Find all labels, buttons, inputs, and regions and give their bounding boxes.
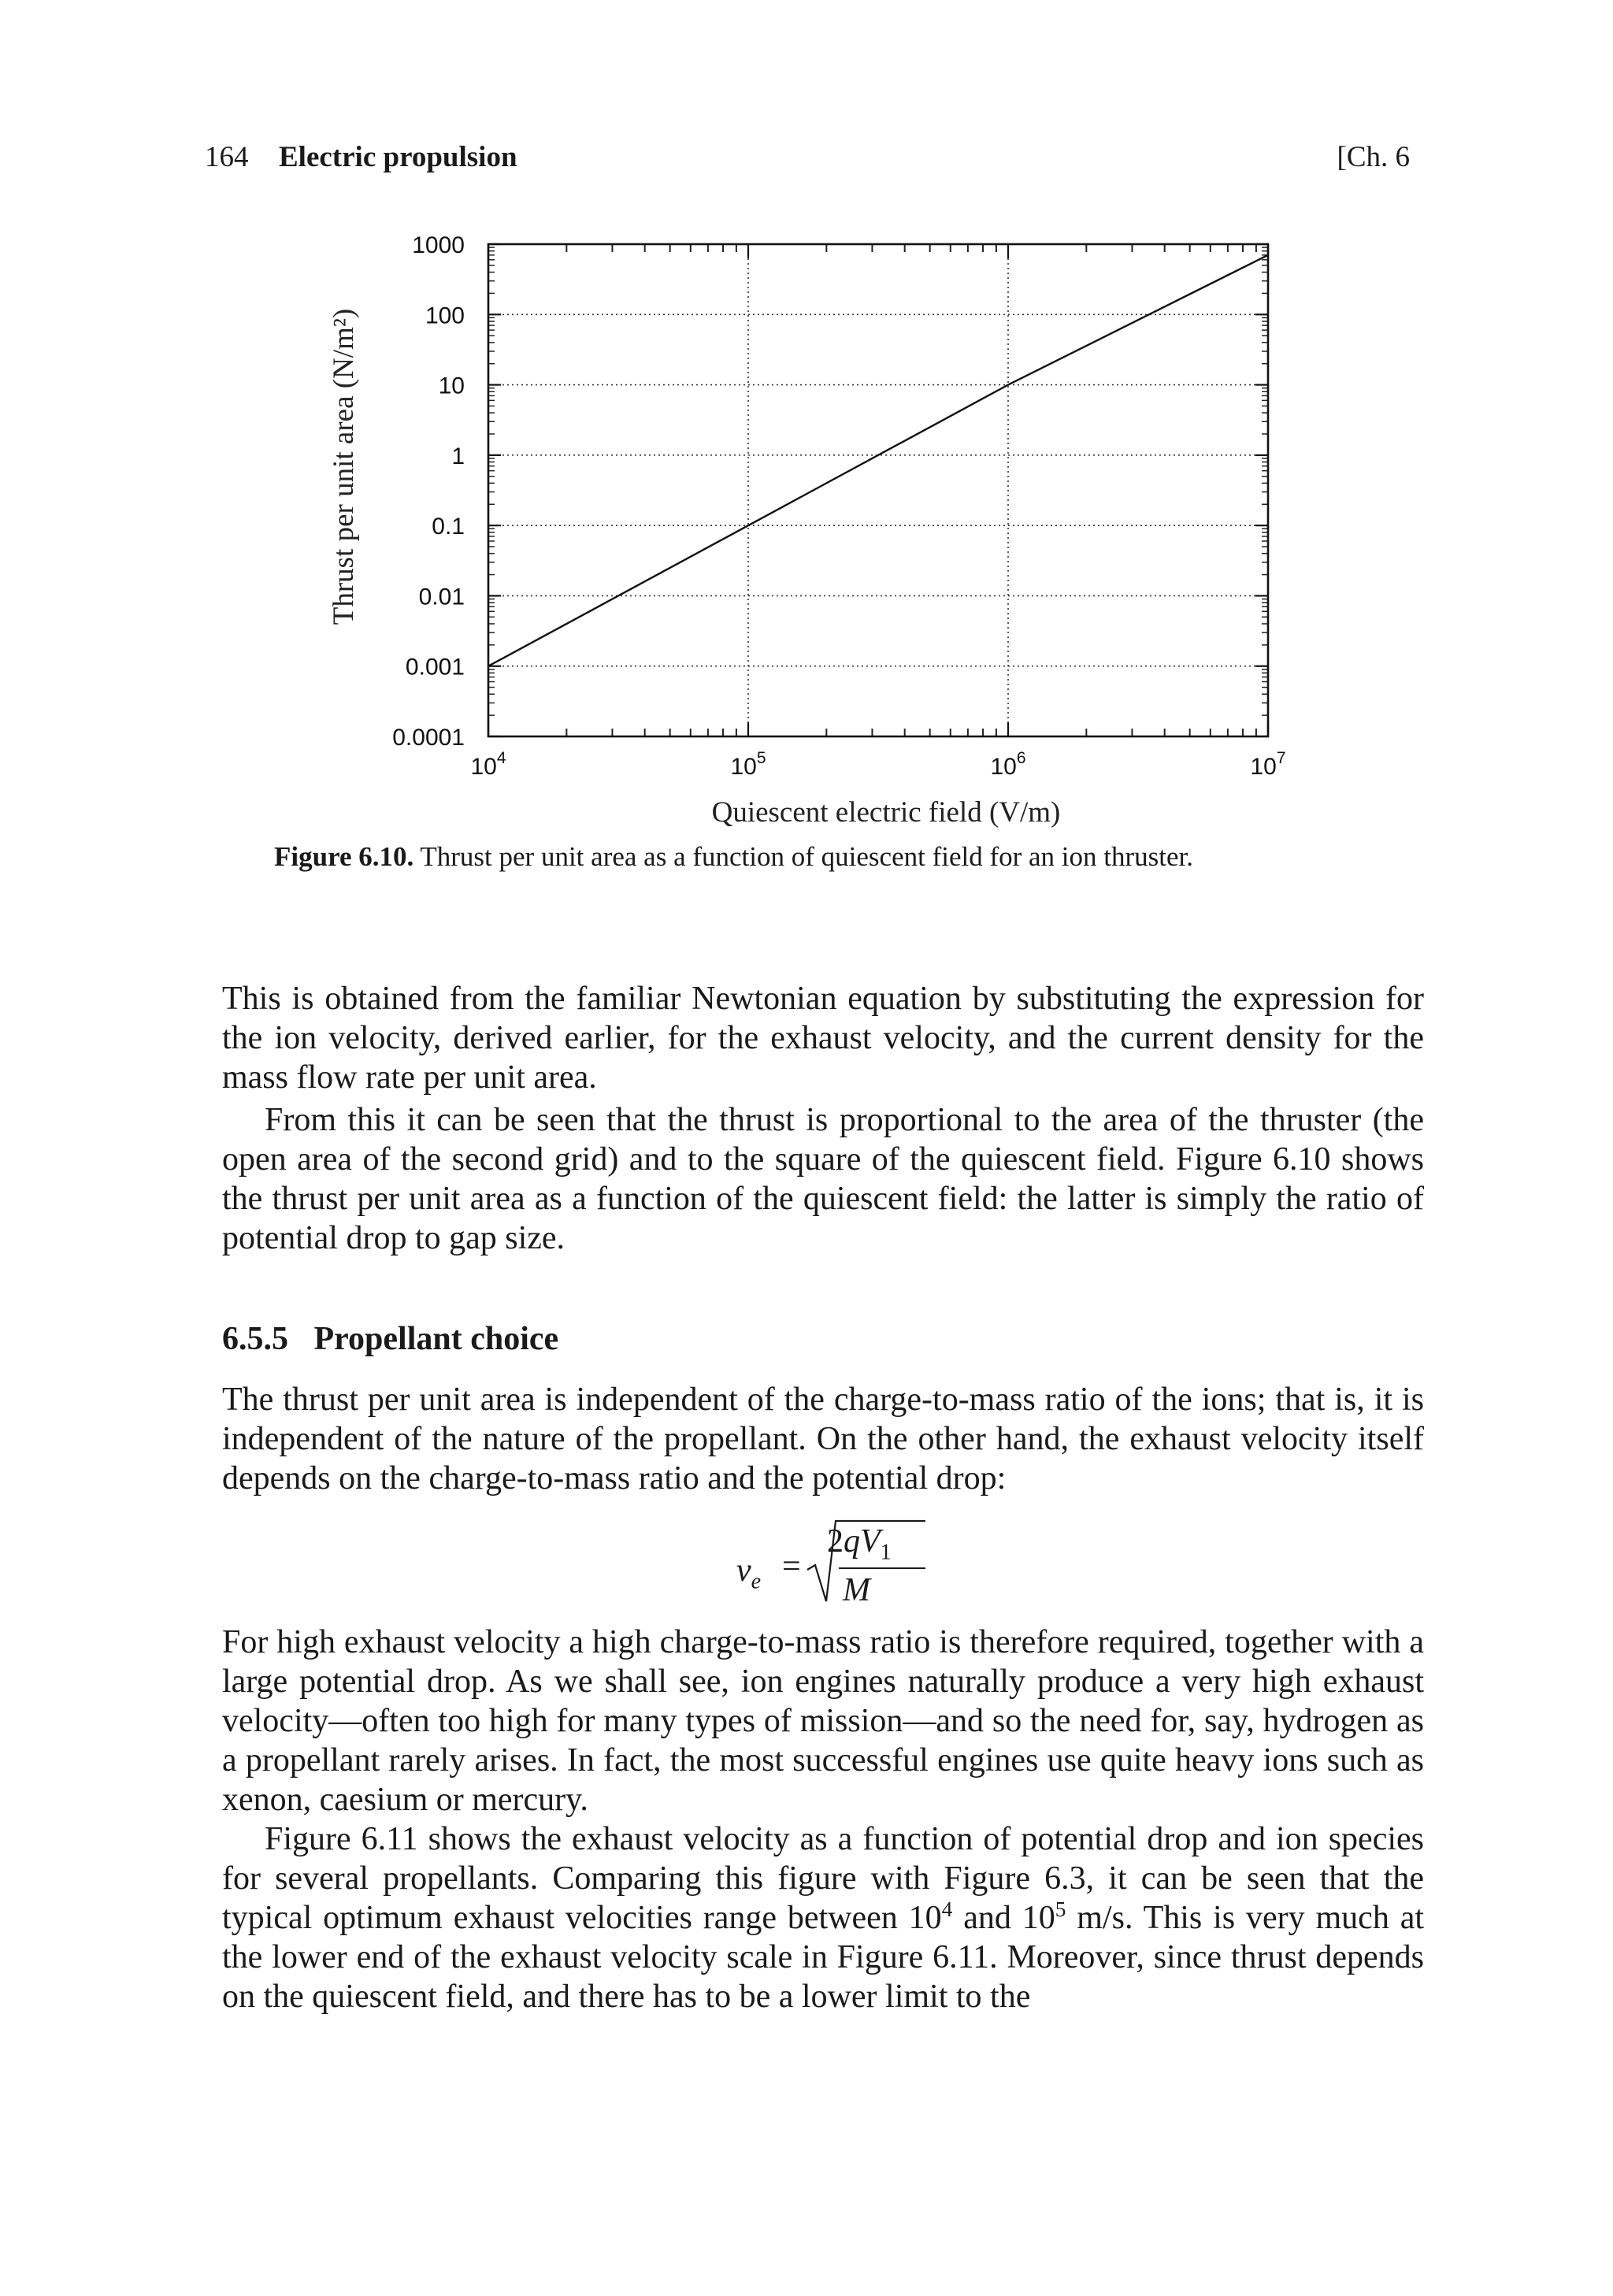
figure-caption: [274, 841, 1193, 873]
x-tick-label: $10^4$: [470, 749, 506, 780]
y-tick-label: 1: [451, 443, 465, 469]
section-heading: [222, 1320, 558, 1358]
equation-numerator: $2qV_1$: [827, 1523, 892, 1565]
paragraph-4: For high exhaust velocity a high charge-to-mass ratio is therefore required, together with a large potential drop. As we shall see, ion engines naturally produce a very high exhaust velocity—often too high for many types of mission—and so the need for, say, hydrogen as a propellant rarely arises. In fact, the most successful engines use quite heavy ions such as xenon, caesium or mercury.: [222, 1624, 1424, 1818]
y-tick-label: 100: [425, 302, 465, 329]
x-axis-label: Quiescent electric field (V/m): [711, 796, 1061, 829]
paragraph-5: Figure 6.11 shows the exhaust velocity as a function of potential drop and ion species for several propellants. Comparing this figure with Figure 6.3, it can be seen that the typical optimum exhaust velocities range between $10^4$ and $10^5$ m/s. This is very much at the lower end of the exhaust velocity scale in Figure 6.11. Moreover, since thrust depends on the quiescent field, and there has to be a lower limit to the: [222, 1821, 1425, 2015]
paragraph-2: From this it can be seen that the thrust is proportional to the area of the thruster (the open area of the second grid) and to the square of the quiescent field. Figure 6.10 shows the thrust per unit area as a function of the quiescent field: the latter is simply the ratio of potential drop to gap size.: [222, 1102, 1424, 1256]
running-head: [205, 140, 1410, 180]
equation-lhs: $v_e$: [736, 1552, 762, 1594]
y-tick-label: 0.001: [405, 654, 465, 681]
section-number: 6.5.5: [222, 1321, 288, 1357]
page-number: 164: [205, 141, 249, 173]
y-axis-label: Thrust per unit area (N/m²): [328, 308, 360, 625]
figure-caption-label: Figure 6.10.: [274, 841, 414, 872]
figure-caption-text: Thrust per unit area as a function of quiescent field for an ion thruster.: [420, 841, 1194, 872]
equation-denominator: M: [843, 1572, 870, 1608]
chapter-label: [Ch. 6: [1337, 141, 1410, 173]
y-tick-label: 10: [438, 373, 465, 399]
equation-equals: =: [782, 1549, 801, 1585]
section-title: Propellant choice: [313, 1321, 559, 1357]
x-tick-label: $10^6$: [990, 749, 1026, 780]
paragraph-1: This is obtained from the familiar Newtonian equation by substituting the expression for the ion velocity, derived earlier, for the exhaust velocity, and the current density for the mass flow rate per unit area.: [222, 981, 1424, 1096]
exhaust-velocity-equation: [729, 1516, 933, 1611]
plot-frame: [488, 244, 1268, 736]
paragraph-3: The thrust per unit area is independent of the charge-to-mass ratio of the ions; that is, it is independent of the nature of the propellant. On the other hand, the exhaust velocity itself depends on the charge-to-mass ratio and the potential drop:: [222, 1382, 1424, 1497]
x-tick-label: $10^5$: [730, 749, 766, 780]
y-tick-label: 1000: [412, 232, 465, 258]
running-title: Electric propulsion: [279, 141, 517, 173]
y-tick-label: 0.0001: [392, 725, 465, 751]
y-tick-label: 0.1: [432, 514, 465, 540]
x-tick-label: $10^7$: [1250, 749, 1286, 780]
thrust-chart: [299, 213, 1307, 843]
y-tick-label: 0.01: [418, 584, 465, 610]
series-line: [488, 255, 1268, 666]
